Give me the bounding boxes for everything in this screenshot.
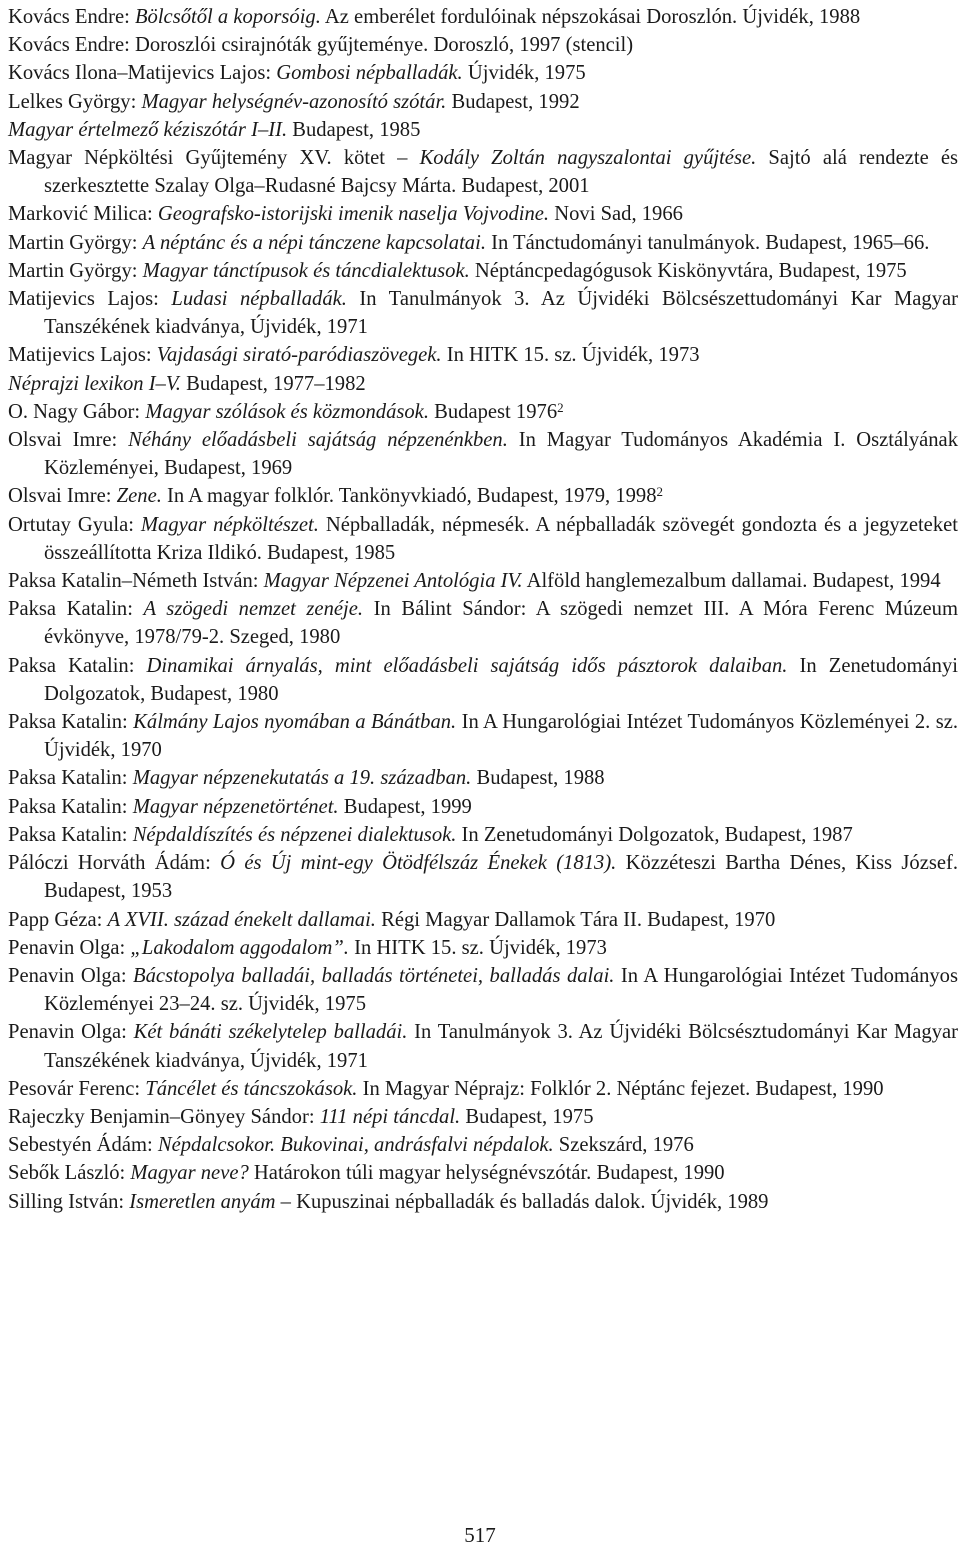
entry-text: Penavin Olga: [8, 1021, 134, 1044]
entry-text: Régi Magyar Dallamok Tára II. Budapest, 1970 [375, 908, 776, 931]
entry-text: Kovács Endre: [8, 6, 135, 28]
entry-title: Vajdasági sirató-paródiaszövegek. [156, 344, 442, 367]
entry-text: Pálóczi Horváth Ádám: [8, 852, 221, 875]
entry-title: Ó és Új mint-egy Ötödfélszáz Énekek (1813). [220, 852, 617, 875]
entry-title: A XVII. század énekelt dallamai. [107, 908, 376, 931]
entry-text: Paksa Katalin: [8, 598, 144, 621]
entry-text: Újvidék, 1975 [462, 62, 586, 85]
bibliography-entry [8, 482, 958, 510]
bibliography-entry [8, 341, 958, 369]
entry-text: Matijevics Lajos: [8, 344, 157, 367]
entry-text: Közzéteszi Bartha Dénes, Kiss József. Budapest, 1953 [44, 852, 959, 903]
entry-text: Pesovár Ferenc: [8, 1077, 146, 1100]
entry-title: Két bánáti székelytelep balladái. [133, 1021, 408, 1044]
bibliography-entry [8, 1075, 958, 1103]
entry-text: Budapest, 1975 [460, 1105, 594, 1128]
entry-text: Martin György: [8, 259, 143, 282]
entry-text: Martin György: [8, 231, 143, 254]
entry-text: Sajtó alá rendezte és szerkesztette Szalay Olga–Rudasné Bajcsy Márta. Budapest, 2001 [44, 147, 959, 198]
bibliography-entry [8, 1103, 958, 1131]
bibliography-entry [8, 1159, 958, 1187]
entry-text: Paksa Katalin: [8, 711, 134, 734]
entry-title: Magyar népzenetörténet. [132, 795, 339, 818]
entry-title: Magyar népköltészet. [140, 513, 319, 536]
entry-title: Dinamikai árnyalás, mint előadásbeli sajátság idős pásztorok dalaiban. [146, 654, 788, 677]
bibliography-entry [8, 849, 958, 905]
entry-title: Néhány előadásbeli sajátság népzenénkben. [128, 429, 508, 452]
entry-title: Néprajzi lexikon I–V. [8, 372, 181, 395]
entry-title: Magyar helységnév-azonosító szótár. [141, 90, 447, 113]
entry-title: Geografsko-istorijski imenik naselja Vojvodine. [157, 203, 550, 226]
entry-title: Népdaldíszítés és népzenei dialektusok. [132, 823, 457, 846]
entry-title: A néptánc és a népi tánczene kapcsolatai. [142, 231, 486, 254]
entry-text: Paksa Katalin–Németh István: [8, 570, 264, 593]
entry-text: Kovács Endre: Doroszlói csirajnóták gyűjteménye. Doroszló, 1997 (stencil) [8, 34, 634, 57]
entry-text: In Tánctudományi tanulmányok. Budapest, 1965–66. [485, 231, 930, 254]
entry-text: Paksa Katalin: [8, 823, 133, 846]
entry-title: Bácstopolya balladái, balladás történetei, balladás dalai. [133, 964, 615, 987]
bibliography-entry [8, 229, 958, 257]
entry-text: Penavin Olga: [8, 936, 131, 959]
entry-text: Paksa Katalin: [8, 795, 133, 818]
entry-title: Magyar népzenekutatás a 19. században. [132, 767, 472, 790]
entry-title: „Lakodalom aggodalom”. [130, 936, 349, 959]
entry-text: Budapest, 1977–1982 [180, 372, 366, 395]
entry-text: Kovács Ilona–Matijevics Lajos: [8, 62, 277, 85]
bibliography-entry [8, 144, 958, 200]
entry-text: – Kupuszinai népballadák és balladás dalok. Újvidék, 1989 [275, 1190, 769, 1213]
entry-text: O. Nagy Gábor: [8, 400, 146, 423]
entry-title: Kodály Zoltán nagyszalontai gyűjtése. [419, 147, 757, 170]
bibliography-entry [8, 116, 958, 144]
entry-text: Alföld hanglemezalbum dallamai. Budapest, 1994 [522, 570, 941, 593]
page-number: 517 [464, 1523, 496, 1547]
entry-title: Táncélet és táncszokások. [145, 1077, 358, 1100]
bibliography-entry [8, 88, 958, 116]
entry-text: Matijevics Lajos: [8, 288, 172, 311]
entry-title: Zene. [116, 485, 162, 508]
bibliography-entry [8, 962, 958, 1018]
entry-title: Magyar értelmező kéziszótár I–II. [8, 118, 288, 141]
entry-title: Ludasi népballadák. [171, 288, 347, 311]
entry-text: In A Hungarológiai Intézet Tudományos Közleményei 2. sz. Újvidék, 1970 [44, 711, 959, 762]
bibliography-entry [8, 370, 958, 398]
entry-text: Olsvai Imre: [8, 485, 117, 508]
bibliography-entry [8, 934, 958, 962]
bibliography-entry [8, 200, 958, 228]
bibliography-entry [8, 708, 958, 764]
entry-title: Magyar neve? [130, 1162, 249, 1185]
entry-title: Magyar Népzenei Antológia IV. [263, 570, 523, 593]
entry-text: Novi Sad, 1966 [549, 203, 683, 226]
entry-text: In Magyar Tudományos Akadémia I. Osztályának Közleményei, Budapest, 1969 [44, 429, 958, 480]
bibliography-entry [8, 793, 958, 821]
edition-superscript: 2 [557, 399, 564, 415]
entry-title: Kálmány Lajos nyomában a Bánátban. [133, 711, 457, 734]
bibliography-list [8, 3, 958, 1216]
bibliography-entry [8, 511, 958, 567]
entry-text: Magyar Népköltési Gyűjtemény XV. kötet – [8, 147, 420, 170]
bibliography-entry [8, 906, 958, 934]
entry-text: Marković Milica: [8, 203, 158, 226]
entry-title: Ismeretlen anyám [129, 1190, 276, 1213]
bibliography-entry [8, 31, 958, 59]
entry-text: In Zenetudományi Dolgozatok, Budapest, 1980 [44, 654, 958, 705]
bibliography-entry [8, 595, 958, 651]
entry-text: Budapest, 1985 [287, 118, 421, 141]
entry-text: Ortutay Gyula: [8, 513, 141, 536]
entry-text: Papp Géza: [8, 908, 108, 931]
bibliography-entry [8, 821, 958, 849]
entry-title: 111 népi táncdal. [319, 1105, 461, 1128]
entry-title: Bölcsőtől a koporsóig. [134, 6, 321, 28]
bibliography-entry [8, 1188, 958, 1216]
entry-text: Budapest, 1999 [338, 795, 472, 818]
entry-text: In A magyar folklór. Tankönyvkiadó, Budapest, 1979, 1998 [161, 485, 657, 508]
entry-title: Gombosi népballadák. [276, 62, 463, 85]
bibliography-entry [8, 59, 958, 87]
entry-text: Budapest 1976 [428, 400, 558, 423]
entry-text: Sebők László: [8, 1162, 131, 1185]
bibliography-entry [8, 285, 958, 341]
bibliography-entry [8, 426, 958, 482]
entry-text: Silling István: [8, 1190, 130, 1213]
entry-text: In Zenetudományi Dolgozatok, Budapest, 1987 [456, 823, 853, 846]
entry-title: Magyar tánctípusok és táncdialektusok. [142, 259, 470, 282]
entry-text: In Tanulmányok 3. Az Újvidéki Bölcsészettudományi Kar Magyar Tanszékének kiadványa, Újvidék, 1971 [44, 288, 959, 339]
bibliography-entry [8, 1131, 958, 1159]
entry-text: In HITK 15. sz. Újvidék, 1973 [441, 344, 700, 367]
edition-superscript: 2 [656, 484, 664, 500]
entry-text: Penavin Olga: [8, 964, 134, 987]
entry-text: In A Hungarológiai Intézet Tudományos Közleményei 23–24. sz. Újvidék, 1975 [44, 964, 958, 1016]
entry-text: Néptáncpedagógusok Kiskönyvtára, Budapest, 1975 [469, 259, 907, 282]
entry-text: Budapest, 1992 [446, 90, 580, 113]
entry-text: Határokon túli magyar helységnévszótár. Budapest, 1990 [248, 1162, 725, 1185]
bibliography-entry [8, 3, 958, 31]
entry-text: Rajeczky Benjamin–Gönyey Sándor: [8, 1105, 320, 1128]
entry-title: Magyar szólások és közmondások. [145, 400, 429, 423]
entry-text: Szekszárd, 1976 [553, 1134, 694, 1157]
entry-text: Lelkes György: [8, 90, 142, 113]
entry-text: In Magyar Néprajz: Folklór 2. Néptánc fejezet. Budapest, 1990 [357, 1077, 884, 1100]
entry-text: Paksa Katalin: [8, 767, 133, 790]
entry-text: Paksa Katalin: [8, 654, 147, 677]
bibliography-entry [8, 764, 958, 792]
entry-text: Népballadák, népmesék. A népballadák szövegét gondozta és a jegyzeteket összeállította Kriza Ildikó. Budapest, 1985 [44, 513, 958, 564]
entry-text: Az emberélet fordulóinak népszokásai Doroszlón. Újvidék, 1988 [320, 6, 861, 28]
entry-text: In HITK 15. sz. Újvidék, 1973 [348, 936, 607, 959]
bibliography-entry [8, 1018, 958, 1074]
entry-text: In Tanulmányok 3. Az Újvidéki Bölcsésztudományi Kar Magyar Tanszékének kiadványa, Újvidék, 1971 [44, 1021, 958, 1072]
entry-text: Sebestyén Ádám: [8, 1134, 158, 1157]
entry-text: In Bálint Sándor: A szögedi nemzet III. A Móra Ferenc Múzeum évkönyve, 1978/79-2. Szeged, 1980 [44, 598, 958, 649]
entry-text: Budapest, 1988 [471, 767, 605, 790]
bibliography-entry [8, 257, 958, 285]
bibliography-entry [8, 398, 958, 426]
bibliography-entry [8, 652, 958, 708]
entry-text: Olsvai Imre: [8, 429, 129, 452]
entry-title: Népdalcsokor. Bukovinai, andrásfalvi népdalok. [157, 1134, 554, 1157]
bibliography-entry [8, 567, 958, 595]
entry-title: A szögedi nemzet zenéje. [143, 598, 364, 621]
